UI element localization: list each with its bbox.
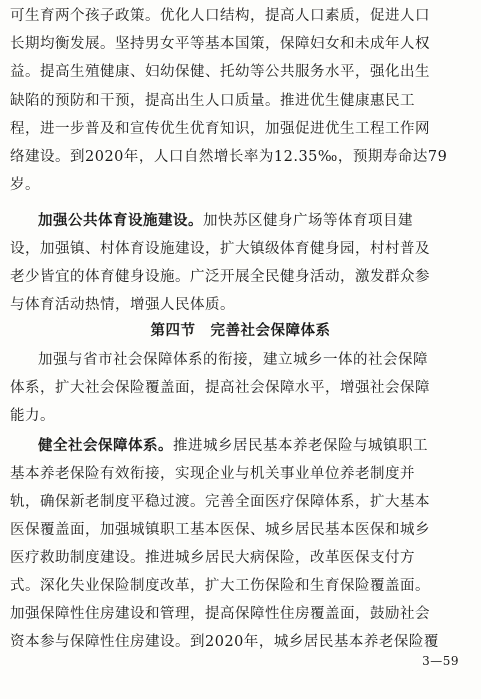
paragraph-4-line: 医疗救助制度建设。推进城乡居民大病保险，改革医保支付方: [10, 550, 415, 566]
paragraph-4-line: 加强保障性住房建设和管理，提高保障性住房覆盖面，鼓励社会: [10, 606, 430, 622]
paragraph-4-line: 轨，确保新老制度平稳过渡。完善全面医疗保障体系，扩大基本: [10, 494, 430, 510]
paragraph-1-line: 程，进一步普及和宣传优生优育知识，加强促进优生工程工作网: [10, 121, 430, 137]
paragraph-3-line: 能力。: [10, 408, 55, 424]
paragraph-2-text: 加快苏区健身广场等体育项目建: [203, 213, 413, 229]
section-heading: 第四节 完善社会保障体系: [150, 322, 331, 339]
paragraph-4-line-1: [38, 436, 471, 456]
paragraph-4-line: 式。深化失业保险制度改革，扩大工伤保险和生育保险覆盖面。: [10, 578, 430, 594]
paragraph-1-line: 络建设。到2020年，人口自然增长率为12.35‰，预期寿命达79: [10, 149, 448, 165]
paragraph-4-line: 基本养老保险有效衔接，实现企业与机关事业单位养老制度并: [10, 466, 415, 482]
paragraph-1-line: 可生育两个孩子政策。优化人口结构，提高人口素质，促进人口: [10, 8, 430, 24]
page-number: 3—59: [422, 654, 459, 668]
paragraph-4-line: 医保覆盖面，加强城镇职工基本医保、城乡居民基本医保和城乡: [10, 522, 430, 538]
paragraph-4-text: 推进城乡居民基本养老保险与城镇职工: [173, 438, 428, 454]
paragraph-2-lead: 加强公共体育设施建设。: [38, 212, 203, 229]
paragraph-1-line: 益。提高生殖健康、妇幼保健、托幼等公共服务水平，强化出生: [10, 64, 430, 80]
paragraph-2-line: 与体育活动热情，增强人民体质。: [10, 297, 235, 313]
paragraph-2-line: 设，加强镇、村体育设施建设，扩大镇级体育健身园，村村普及: [10, 241, 430, 257]
paragraph-4-lead: 健全社会保障体系。: [38, 437, 173, 454]
paragraph-1-line: 缺陷的预防和干预，提高出生人口质量。推进优生健康惠民工: [10, 93, 415, 109]
paragraph-3-line: 加强与省市社会保障体系的衔接，建立城乡一体的社会保障: [38, 352, 428, 368]
paragraph-2-line-1: [38, 211, 471, 231]
paragraph-3-line: 体系，扩大社会保险覆盖面，提高社会保障水平，增强社会保障: [10, 380, 430, 396]
paragraph-1-line: 岁。: [10, 177, 40, 193]
paragraph-1-line: 长期均衡发展。坚持男女平等基本国策，保障妇女和未成年人权: [10, 36, 430, 52]
paragraph-4-line: 资本参与保障性住房建设。到2020年，城乡居民基本养老保险覆: [10, 634, 439, 650]
paragraph-2-line: 老少皆宜的体育健身设施。广泛开展全民健身活动，激发群众参: [10, 269, 430, 285]
